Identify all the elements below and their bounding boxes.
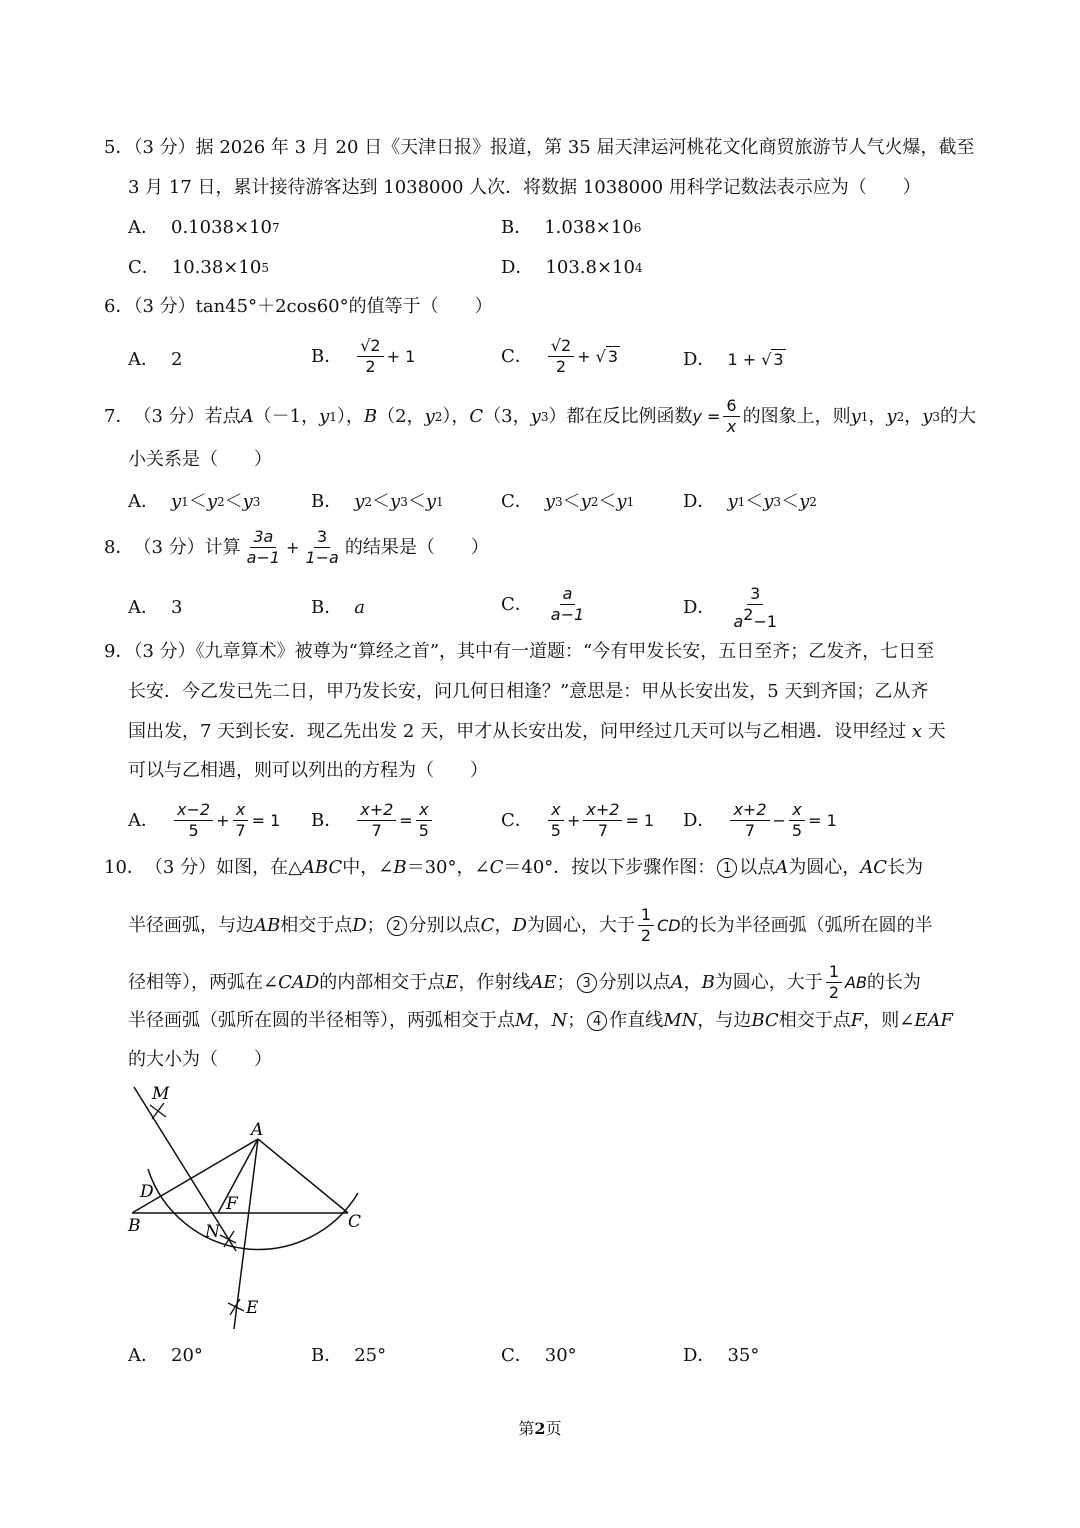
q6c-fraction: $\frac{√2}{2}$: [548, 336, 574, 377]
q5-option-d[interactable]: D． 103.8×10 4: [501, 257, 643, 278]
q6-option-b[interactable]: B． $\frac{√2}{2}$ + 1: [311, 336, 416, 376]
step-1-circled-number: 1: [717, 858, 737, 878]
q5-option-a[interactable]: A． 0.1038×10 7: [128, 217, 280, 238]
q10-line2: 半径画弧，与边 AB 相交于点 D ； 2 分别以点 C ， D 为圆心，大于 $\frac{1}{2}$ CD 的长为半径画弧（弧所在圆的半: [128, 905, 933, 945]
q7-line2: 小关系是（ ）: [128, 449, 272, 470]
q8-option-d[interactable]: D． $\frac{3}{a^2-1}$: [683, 584, 783, 632]
q10-option-d[interactable]: D． 35°: [683, 1345, 760, 1366]
q10-half-fraction-2: $\frac{1}{2}$: [826, 962, 842, 1003]
q6d-sqrt: √ 3: [756, 350, 784, 369]
step-2-circled-number: 2: [387, 916, 407, 936]
q9a-fraction-1: $\frac{x-2}{5}$: [174, 800, 213, 841]
q9a-fraction-2: $\frac{x}{7}$: [232, 800, 248, 841]
q10-option-a[interactable]: A． 20°: [128, 1345, 203, 1366]
step-3-circled-number: 3: [577, 973, 597, 993]
label-n: N: [205, 1222, 220, 1242]
q10-option-c[interactable]: C． 30°: [501, 1345, 577, 1366]
q6b-fraction: $\frac{√2}{2}$: [357, 336, 383, 377]
q5-option-c[interactable]: C． 10.38×10 5: [128, 257, 269, 278]
label-d: D: [140, 1182, 154, 1202]
q9-option-a[interactable]: A． $\frac{x-2}{5}$ + $\frac{x}{7}$ = 1: [128, 800, 281, 840]
q7-function-fraction: $\frac{6}{x}$: [723, 396, 739, 437]
q9-option-d[interactable]: D． $\frac{x+2}{7}$ − $\frac{x}{5}$ = 1: [683, 800, 837, 840]
q9-line1: 9．（3 分）《九章算术》被尊为“算经之首”，其中有一道题：“今有甲发长安，五日至齐；乙发齐，七日至: [104, 641, 935, 662]
q9b-fraction-2: $\frac{x}{5}$: [416, 800, 432, 841]
q6-stem: 6．（3 分）tan45°＋2cos60°的值等于（ ）: [104, 296, 493, 317]
q8-option-c[interactable]: C． $\frac{a}{a-1}$: [501, 584, 590, 625]
q9-option-b[interactable]: B． $\frac{x+2}{7}$ = $\frac{x}{5}$: [311, 800, 435, 841]
q10-half-fraction-1: $\frac{1}{2}$: [638, 905, 654, 946]
q9c-fraction-1: $\frac{x}{5}$: [548, 800, 564, 841]
q7-option-a[interactable]: A． y 1 ＜ y 2 ＜ y 3: [128, 491, 261, 512]
q9-line4: 可以与乙相遇，则可以列出的方程为（ ）: [128, 760, 488, 781]
q8-option-b[interactable]: B． a: [311, 597, 365, 618]
label-e: E: [246, 1298, 259, 1318]
q6-option-d[interactable]: D． 1 + √ 3: [683, 349, 784, 370]
q10-line3: 径相等），两弧在∠ CAD 的内部相交于点 E ，作射线 AE ； 3 分别以点 A ， B 为圆心，大于 $\frac{1}{2}$ AB 的长为: [128, 962, 921, 1002]
q9-line2: 长安．今乙发已先二日，甲乃发长安，问几何日相逢？”意思是：甲从长安出发，5 天到齐国；乙从齐: [128, 681, 929, 702]
q8-stem: 8． （3 分）计算 $\frac{3a}{a-1}$ + $\frac{3}{1-a}$ 的结果是（ ）: [104, 527, 489, 567]
q9d-fraction-2: $\frac{x}{5}$: [789, 800, 805, 841]
q9-option-c[interactable]: C． $\frac{x}{5}$ + $\frac{x+2}{7}$ = 1: [501, 800, 655, 840]
q6-option-a[interactable]: A． 2: [128, 349, 183, 370]
q7-option-d[interactable]: D． y 1 ＜ y 3 ＜ y 2: [683, 491, 817, 512]
q9c-fraction-2: $\frac{x+2}{7}$: [583, 800, 622, 841]
label-a: A: [251, 1120, 264, 1140]
q5-line2: 3 月 17 日，累计接待游客达到 1038000 人次．将数据 1038000 用科学记数法表示应为（ ）: [128, 177, 921, 198]
q8-option-a[interactable]: A． 3: [128, 597, 183, 618]
q8d-fraction: $\frac{3}{a^2-1}$: [733, 584, 778, 631]
q8-fraction-1: $\frac{3a}{a-1}$: [246, 527, 281, 567]
q5-line1: 5．（3 分）据 2026 年 3 月 20 日《天津日报》报道，第 35 届天津运河桃花文化商贸旅游节人气火爆，截至: [104, 137, 975, 158]
q8-fraction-2: $\frac{3}{1-a}$: [305, 527, 339, 567]
q5-option-b[interactable]: B． 1.038×10 6: [501, 217, 642, 238]
page-number: 第2页: [518, 1419, 562, 1438]
label-m: M: [152, 1084, 170, 1104]
q10-line5: 的大小为（ ）: [128, 1049, 272, 1070]
q7-line1: 7． （3 分）若点 A （－1， y 1 ）， B （2， y 2 ）， C （3， y 3 ）都在反比例函数 y = $\frac{6}{x}$ 的图象上，则 y 1 ， y 2 ， y 3 的大: [104, 396, 977, 436]
label-b: B: [128, 1216, 141, 1236]
segment-ac: [258, 1139, 348, 1213]
q8c-fraction: $\frac{a}{a-1}$: [550, 584, 585, 624]
q10-line1: 10． （3 分）如图，在△ ABC 中，∠ B ＝30°，∠ C ＝40°．按以下步骤作图： 1 以点 A 为圆心， AC 长为: [104, 857, 924, 878]
q9d-fraction-1: $\frac{x+2}{7}$: [730, 800, 769, 841]
q9b-fraction-1: $\frac{x+2}{7}$: [357, 800, 396, 841]
step-4-circled-number: 4: [587, 1011, 607, 1031]
q7-option-b[interactable]: B． y 2 ＜ y 3 ＜ y 1: [311, 491, 444, 512]
q6-option-c[interactable]: C． $\frac{√2}{2}$ + √ 3: [501, 336, 619, 376]
q10-geometry-figure: [120, 1075, 370, 1335]
label-c: C: [348, 1212, 362, 1232]
label-f: F: [226, 1194, 238, 1214]
line-mn: [134, 1087, 236, 1251]
q10-option-b[interactable]: B． 25°: [311, 1345, 387, 1366]
q6c-sqrt: √ 3: [590, 346, 619, 366]
q9-line3: 国出发，7 天到长安．现乙先出发 2 天，甲才从长安出发，问甲经过几天可以与乙相遇．设甲经过 x 天: [128, 721, 946, 742]
q10-line4: 半径画弧（弧所在圆的半径相等），两弧相交于点 M ， N ； 4 作直线 MN ，与边 BC 相交于点 F ，则∠ EAF: [128, 1010, 953, 1031]
q7-option-c[interactable]: C． y 3 ＜ y 2 ＜ y 1: [501, 491, 635, 512]
